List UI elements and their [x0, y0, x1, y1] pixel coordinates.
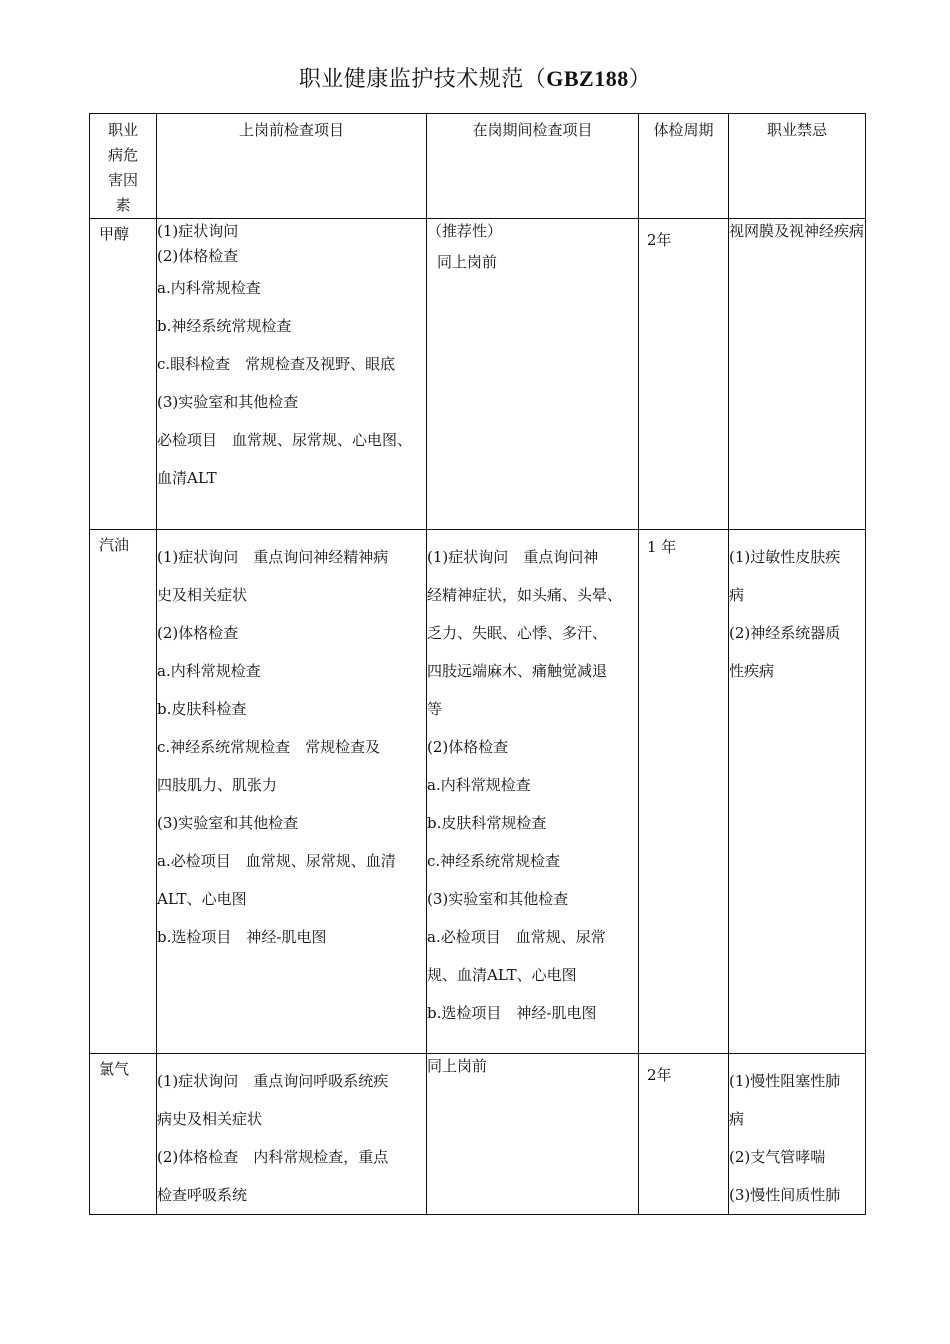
health-monitoring-table [89, 113, 866, 1215]
table-row [90, 1054, 866, 1215]
hazard-factor-cell: 氯气 [90, 1054, 157, 1215]
header-exam-period: 体检周期 [639, 114, 729, 219]
exam-period-cell: 2年 [639, 1054, 729, 1215]
contraindication-cell: (1)慢性阻塞性肺 病 (2)支气管哮喘 (3)慢性间质性肺 [729, 1054, 866, 1215]
pre-employment-cell: (1)症状询问 重点询问呼吸系统疾 病史及相关症状 (2)体格检查 内科常规检查，重点 检查呼吸系统 [157, 1054, 427, 1215]
header-factor: 职业 病危 害因 素 [90, 114, 157, 219]
table-row [90, 530, 866, 1054]
document-title: 职业健康监护技术规范（GBZ188） [298, 66, 652, 92]
exam-period-cell: 1 年 [639, 530, 729, 1054]
header-during-employment: 在岗期间检查项目 [427, 114, 639, 219]
hazard-factor-cell: 甲醇 [90, 219, 157, 530]
header-contraindication: 职业禁忌 [729, 114, 866, 219]
header-pre-employment: 上岗前检查项目 [157, 114, 427, 219]
contraindication-cell: 视网膜及视神经疾病 [729, 219, 866, 530]
table-header-row [90, 114, 866, 219]
during-employment-cell: (1)症状询问 重点询问神 经精神症状，如头痛、头晕、 乏力、失眠、心悸、多汗、 四肢远端麻木、痛触觉减退 等 (2)体格检查 a.内科常规检查 b.皮肤科常规检查 c.神经系统常规检查 (3)实验室和其他检查 a.必检项目 血常规、尿常 规、血清ALT、心电图 b.选检项目 神经-肌电图 [427, 530, 639, 1054]
during-employment-cell: 同上岗前 [427, 1054, 639, 1215]
pre-employment-cell: (1)症状询问 重点询问神经精神病 史及相关症状 (2)体格检查 a.内科常规检查 b.皮肤科检查 c.神经系统常规检查 常规检查及 四肢肌力、肌张力 (3)实验室和其他检查 a.必检项目 血常规、尿常规、血清 ALT、心电图 b.选检项目 神经-肌电图 [157, 530, 427, 1054]
pre-employment-cell: (1)症状询问 (2)体格检查 a.内科常规检查 b.神经系统常规检查 c.眼科检查 常规检查及视野、眼底 (3)实验室和其他检查 必检项目 血常规、尿常规、心电图、 血清ALT [157, 219, 427, 530]
during-employment-cell: （推荐性） 同上岗前 [427, 219, 639, 530]
exam-period-cell: 2年 [639, 219, 729, 530]
hazard-factor-cell: 汽油 [90, 530, 157, 1054]
table-row [90, 219, 866, 530]
contraindication-cell: (1)过敏性皮肤疾 病 (2)神经系统器质 性疾病 [729, 530, 866, 1054]
